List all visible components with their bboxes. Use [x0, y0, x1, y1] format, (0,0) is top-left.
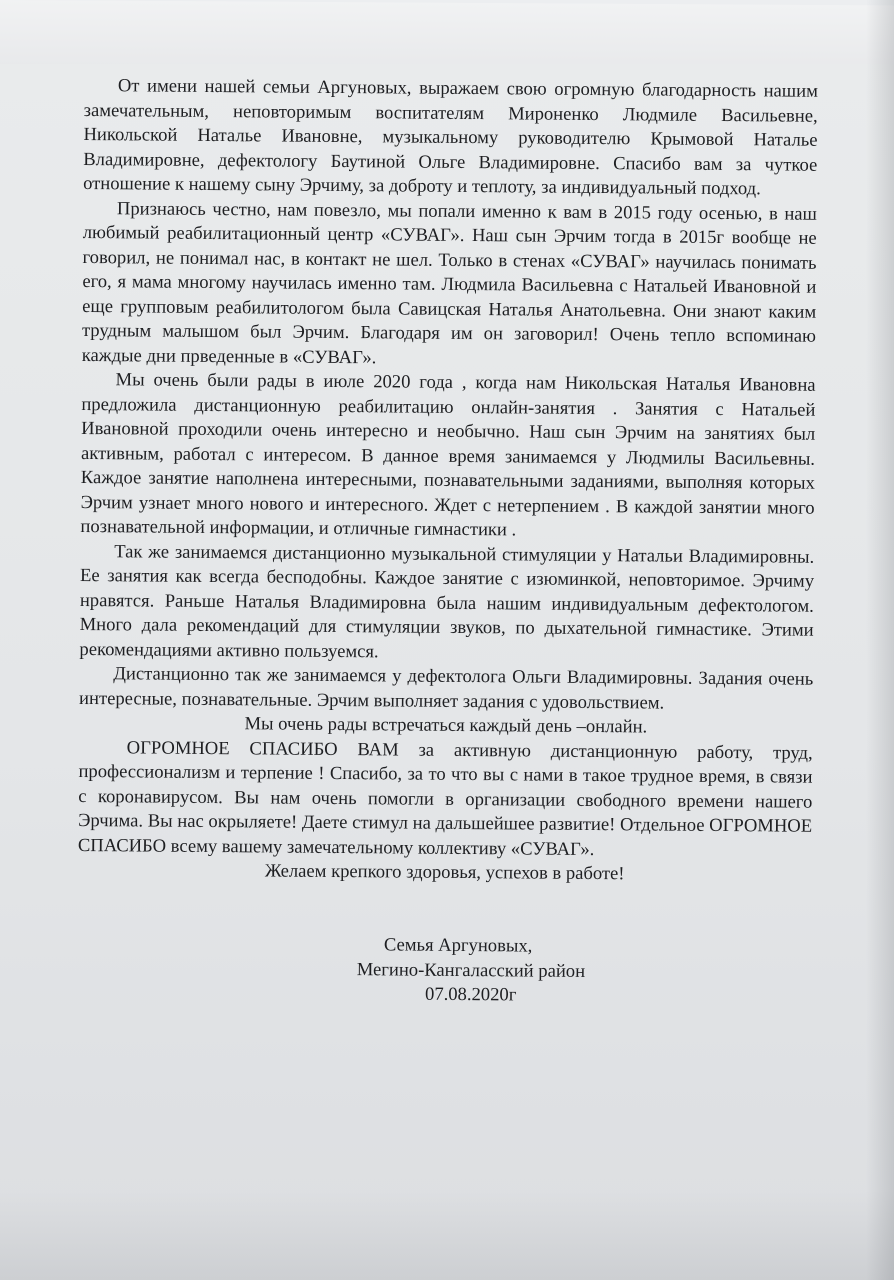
- signature-family: Семья Аргуновых,: [383, 934, 533, 957]
- signature-line: [76, 906, 811, 1034]
- signature-district: Мегино-Кангаласский район: [356, 958, 586, 982]
- paragraph-gratitude: От имени нашей семьи Аргуновых, выражаем свою огромную благодарность нашим замечательным, неповторимым воспитателям Мироненко Людмиле Васильевне, Никольской Наталье Ивановне, музыкальному руководителю Крымовой Наталье Владимировне, дефектологу Баутиной Ольге Владимировне. Спасибо вам за чуткое отношение к нашему сыну Эрчиму, за доброту и теплоту, за индивидуальный подход.: [83, 75, 818, 200]
- paragraph-history: Признаюсь честно, нам повезло, мы попали именно к вам в 2015 году осенью, в наш любимый реабилитационный центр «СУВАГ». Наш сын Эрчим тогда в 2015г вообще не говорил, не понимал нас, в контакт не шел. Только в стенах «СУВАГ» научилась понимать его, я мама многому научилась именно там. Людмила Васильевна с Натальей Ивановной и еще групповым реабилитологом была Савицская Наталья Анатольевна. Они знают каким трудным малышом был Эрчим. Благодаря им он заговорил! Очень тепло вспоминаю каждые дни прведенные в «СУВАГ».: [81, 197, 818, 368]
- top-paper-edge: [0, 0, 894, 72]
- letter-body: [76, 74, 817, 1035]
- signature-date: 07.08.2020г: [424, 983, 517, 1006]
- bottom-shadow: [0, 1190, 894, 1280]
- paragraph-music-stimulation: Так же занимаемся дистанционно музыкальной стимуляции у Натальи Владимировны. Ее занятия как всегда бесподобны. Каждое занятие с изюминкой, неповторимое. Эрчиму нравятся. Раньше Наталья Владимировна была нашим индивидуальным дефектологом. Много дала рекомендаций для стимуляции звуков, по дыхательной гимнастике. Этими рекомендациями активно пользуемся.: [79, 540, 815, 662]
- paragraph-online-classes: Мы очень были рады в июле 2020 года , когда нам Никольская Наталья Ивановна предложила дистанционную реабилитацию онлайн-занятия . Занятия с Натальей Ивановной проходили очень интересно и необычно. Наш сын Эрчим на занятиях был активным, работал с интересом. В данное время занимаемся у Людмилы Васильевны. Каждое занятие наполнена интересными, познавательными заданиями, выполняя которых Эрчим узнает много нового и интересного. Ждет с нетерпением . В каждой занятии много познавательной информации, и отличные гимнастики .: [80, 369, 816, 541]
- wishes-line: Желаем крепкого здоровья, успехов в работе!: [264, 860, 625, 885]
- centered-line: Мы очень рады встречаться каждый день –онлайн.: [244, 713, 648, 738]
- paragraph-big-thanks: ОГРОМНОЕ СПАСИБО ВАМ за активную дистанционную работу, труд, профессионализм и терпение ! Спасибо, за то что вы с нами в такое трудное время, в связи с коронавирусом. Вы нам очень помогли в организации свободного времени нашего Эрчима. Вы нас окрыляете! Даете стимул на дальшейшее развитие! Отдельное ОГРОМНОЕ СПАСИБО всему вашему замечательному коллективу «СУВАГ».: [77, 736, 813, 860]
- right-edge-shadow: [866, 0, 894, 1280]
- paragraph-defectologist: Дистанционно так же занимаемся у дефектолога Ольги Владимировны. Задания очень интересные, познавательные. Эрчим выполняет задания с удовольствием.: [79, 663, 814, 714]
